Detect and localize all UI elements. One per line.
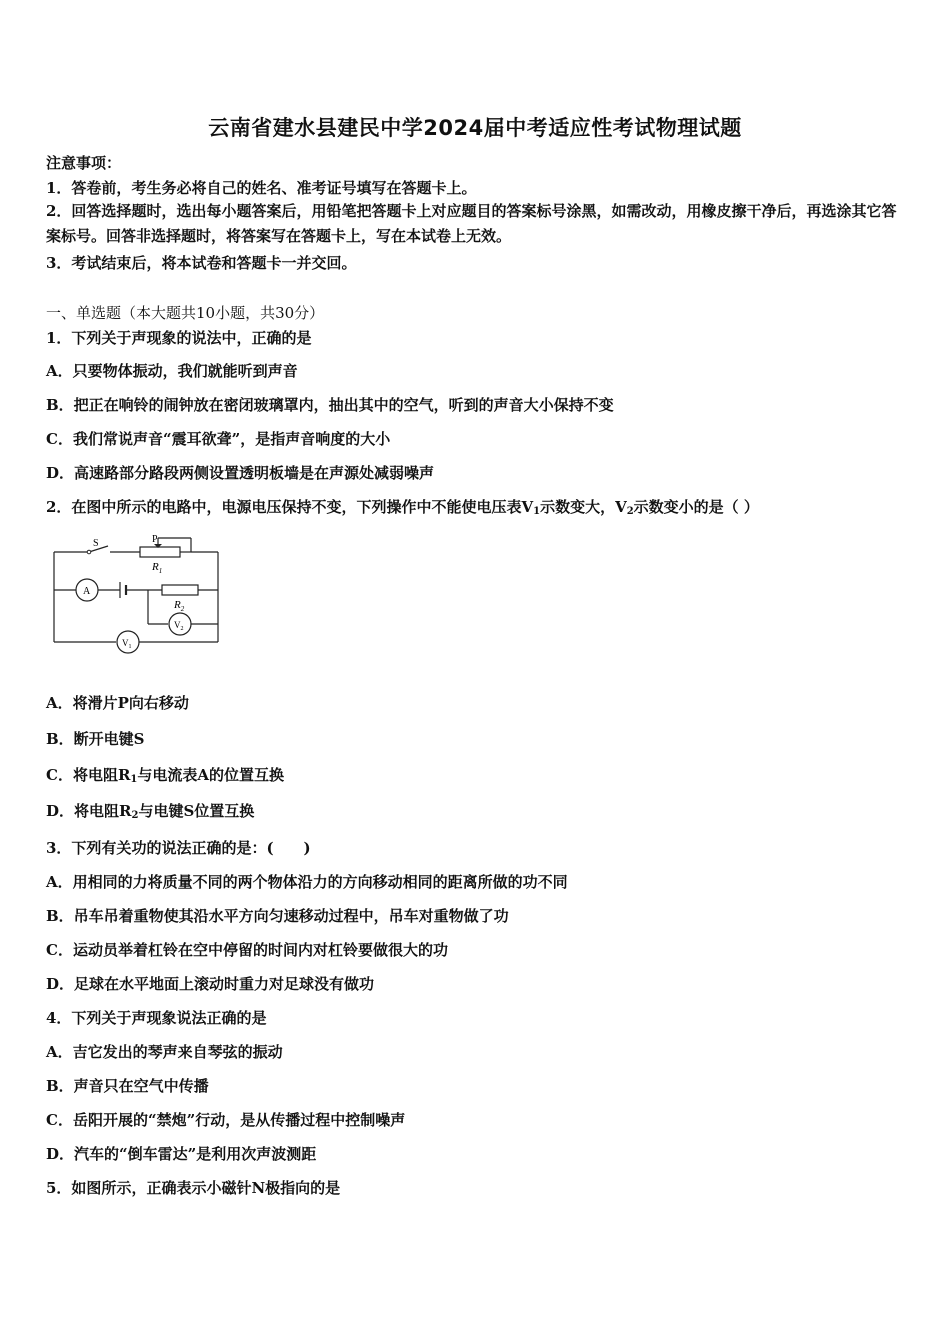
q1-option-a: A．只要物体振动，我们就能听到声音 bbox=[46, 362, 298, 380]
q4-option-d: D．汽车的“倒车雷达”是利用次声波测距 bbox=[46, 1145, 317, 1163]
q2-option-c: C．将电阻$R_1$与电流表A的位置互换 bbox=[46, 766, 285, 785]
v2-label: $V_2$ bbox=[174, 620, 184, 632]
v1-label: $V_1$ bbox=[122, 638, 132, 650]
exam-title: 云南省建水县建民中学2024届中考适应性考试物理试题 bbox=[208, 116, 742, 140]
q3-stem: 3．下列有关功的说法正确的是：( ) bbox=[46, 839, 311, 857]
q4-stem: 4．下列关于声现象说法正确的是 bbox=[46, 1009, 267, 1027]
q1-option-b: B．把正在响铃的闹钟放在密闭玻璃罩内，抽出其中的空气，听到的声音大小保持不变 bbox=[46, 396, 614, 414]
circuit-diagram bbox=[48, 530, 228, 658]
notice-item-1: 1．答卷前，考生务必将自己的姓名、准考证号填写在答题卡上。 bbox=[46, 179, 477, 197]
q2-option-b: B．断开电键S bbox=[46, 730, 145, 748]
ammeter-label: A bbox=[83, 586, 91, 597]
q2-stem: 2．在图中所示的电路中，电源电压保持不变，下列操作中不能使电压表$V_1$示数变大，$V_2$示数变小的是（ ） bbox=[46, 498, 759, 517]
q3-option-a: A．用相同的力将质量不同的两个物体沿力的方向移动相同的距离所做的功不同 bbox=[46, 873, 568, 891]
q4-option-c: C．岳阳开展的“禁炮”行动，是从传播过程中控制噪声 bbox=[46, 1111, 406, 1129]
r1-label: $R_1$ bbox=[152, 561, 163, 575]
q3-option-d: D．足球在水平地面上滚动时重力对足球没有做功 bbox=[46, 975, 375, 993]
notice-item-2: 2．回答选择题时，选出每小题答案后，用铅笔把答题卡上对应题目的答案标号涂黑，如需改动，用橡皮擦干净后，再选涂其它答案标号。回答非选择题时，将答案写在答题卡上，写在本试卷上无效。 bbox=[46, 202, 897, 245]
r2-label: $R_2$ bbox=[174, 599, 185, 613]
section-heading: 一、单选题（本大题共10小题，共30分） bbox=[46, 304, 325, 322]
notice-item-3: 3．考试结束后，将本试卷和答题卡一并交回。 bbox=[46, 254, 357, 272]
q3-option-b: B．吊车吊着重物使其沿水平方向匀速移动过程中，吊车对重物做了功 bbox=[46, 907, 509, 925]
q2-option-a: A．将滑片P向右移动 bbox=[46, 694, 189, 712]
q4-option-a: A．吉它发出的琴声来自琴弦的振动 bbox=[46, 1043, 283, 1061]
switch-label: S bbox=[93, 538, 99, 549]
q1-option-c: C．我们常说声音“震耳欲聋”，是指声音响度的大小 bbox=[46, 430, 391, 448]
q2-option-d: D．将电阻$R_2$与电键S位置互换 bbox=[46, 802, 255, 821]
notice-heading: 注意事项： bbox=[46, 154, 122, 172]
q3-option-c: C．运动员举着杠铃在空中停留的时间内对杠铃要做很大的功 bbox=[46, 941, 448, 959]
q1-stem: 1．下列关于声现象的说法中，正确的是 bbox=[46, 329, 312, 347]
q1-option-d: D．高速路部分路段两侧设置透明板墙是在声源处减弱噪声 bbox=[46, 464, 435, 482]
slider-label: P bbox=[152, 534, 158, 545]
q5-stem: 5．如图所示，正确表示小磁针N极指向的是 bbox=[46, 1179, 341, 1197]
q4-option-b: B．声音只在空气中传播 bbox=[46, 1077, 209, 1095]
